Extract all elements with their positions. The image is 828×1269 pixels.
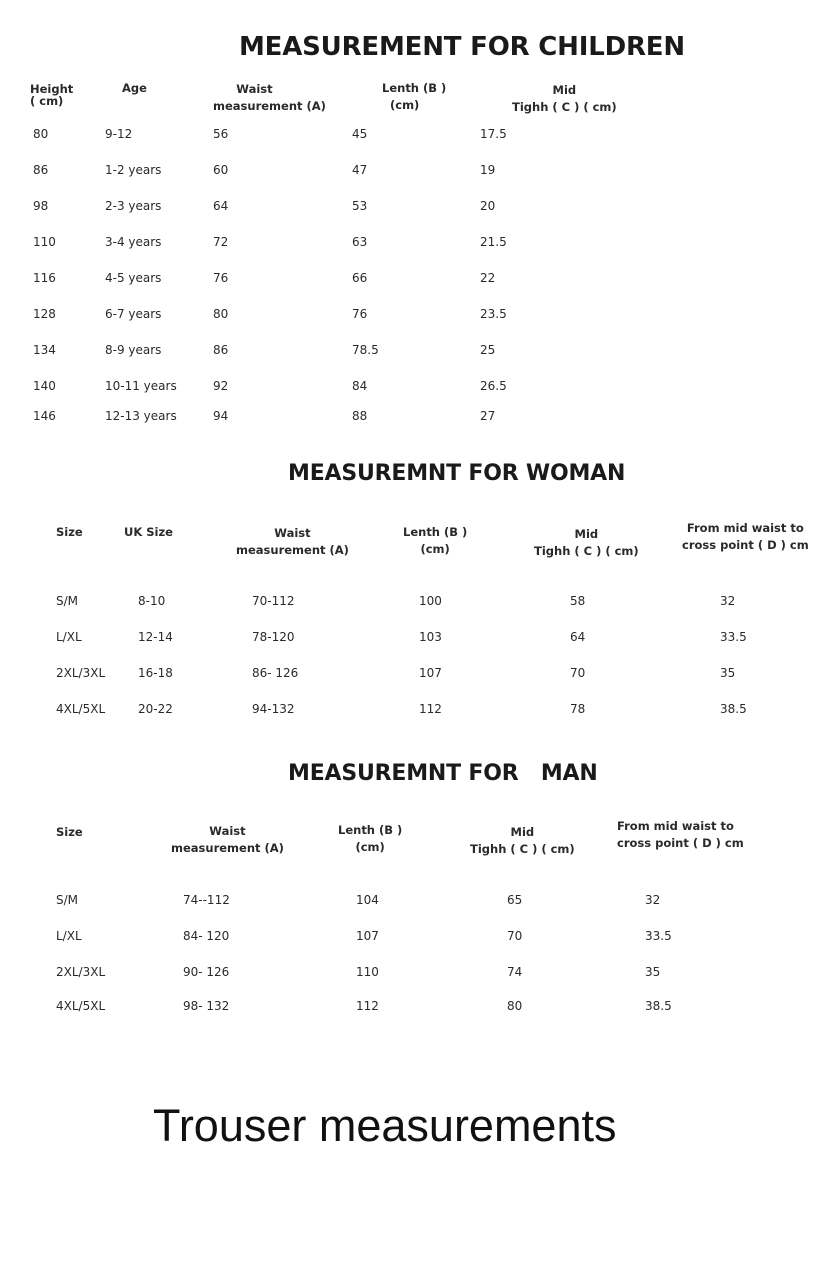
children-cell: 56 bbox=[213, 127, 229, 141]
woman-cell: 70 bbox=[570, 666, 586, 680]
header-line: (cm) bbox=[355, 840, 385, 854]
children-cell: 2-3 years bbox=[105, 199, 162, 213]
woman-cell: 78 bbox=[570, 702, 586, 716]
header-line: cross point ( D ) cm bbox=[682, 538, 809, 552]
children-cell: 116 bbox=[33, 271, 56, 285]
header-line: measurement (A) bbox=[236, 543, 349, 557]
children-cell: 80 bbox=[213, 307, 229, 321]
woman-header-uk bbox=[124, 524, 173, 541]
woman-cell: 100 bbox=[419, 594, 442, 608]
man-cell: 38.5 bbox=[645, 999, 672, 1013]
woman-cell: 38.5 bbox=[720, 702, 747, 716]
woman-header-waist bbox=[236, 525, 349, 559]
man-cell: 107 bbox=[356, 929, 379, 943]
man-cell: L/XL bbox=[56, 929, 82, 943]
woman-cell: 58 bbox=[570, 594, 586, 608]
header-line: (cm) bbox=[420, 542, 450, 556]
man-cell: 104 bbox=[356, 893, 379, 907]
children-cell: 19 bbox=[480, 163, 496, 177]
man-cell: S/M bbox=[56, 893, 79, 907]
header-line: Lenth (B ) bbox=[403, 525, 468, 539]
header-line: Age bbox=[122, 81, 147, 95]
header-line: Tighh ( C ) ( cm) bbox=[512, 100, 617, 114]
children-cell: 76 bbox=[213, 271, 229, 285]
woman-cell: 12-14 bbox=[138, 630, 173, 644]
header-line: Lenth (B ) bbox=[382, 81, 447, 95]
header-line: Waist bbox=[274, 526, 311, 540]
children-cell: 72 bbox=[213, 235, 229, 249]
children-cell: 9-12 bbox=[105, 127, 133, 141]
woman-cell: 20-22 bbox=[138, 702, 173, 716]
header-line: Lenth (B ) bbox=[338, 823, 403, 837]
children-header-waist bbox=[213, 81, 326, 115]
man-cell: 32 bbox=[645, 893, 661, 907]
header-line: cross point ( D ) cm bbox=[617, 836, 744, 850]
children-header-height bbox=[30, 81, 73, 110]
children-cell: 12-13 years bbox=[105, 409, 177, 423]
woman-cell: 16-18 bbox=[138, 666, 173, 680]
children-cell: 20 bbox=[480, 199, 496, 213]
woman-cell: 2XL/3XL bbox=[56, 666, 106, 680]
children-cell: 128 bbox=[33, 307, 56, 321]
children-cell: 134 bbox=[33, 343, 56, 357]
woman-cell: 107 bbox=[419, 666, 442, 680]
man-header-waist bbox=[171, 823, 284, 857]
caption: Trouser measurements bbox=[153, 1100, 617, 1151]
woman-title: MEASUREMNT FOR WOMAN bbox=[288, 461, 626, 486]
man-cell: 33.5 bbox=[645, 929, 672, 943]
children-cell: 21.5 bbox=[480, 235, 507, 249]
children-cell: 25 bbox=[480, 343, 496, 357]
header-line: measurement (A) bbox=[171, 841, 284, 855]
header-line: Tighh ( C ) ( cm) bbox=[470, 842, 575, 856]
man-header-size bbox=[56, 824, 83, 841]
woman-cell: 112 bbox=[419, 702, 442, 716]
children-cell: 140 bbox=[33, 379, 56, 393]
children-header-length bbox=[382, 80, 446, 114]
woman-cell: 86- 126 bbox=[252, 666, 299, 680]
woman-cell: S/M bbox=[56, 594, 79, 608]
children-cell: 27 bbox=[480, 409, 496, 423]
children-cell: 26.5 bbox=[480, 379, 507, 393]
children-cell: 10-11 years bbox=[105, 379, 177, 393]
children-cell: 88 bbox=[352, 409, 368, 423]
man-cell: 84- 120 bbox=[183, 929, 230, 943]
children-cell: 92 bbox=[213, 379, 229, 393]
man-cell: 70 bbox=[507, 929, 523, 943]
woman-cell: 70-112 bbox=[252, 594, 295, 608]
man-cell: 98- 132 bbox=[183, 999, 230, 1013]
man-header-length bbox=[338, 822, 402, 856]
header-line: Size bbox=[56, 525, 83, 539]
children-cell: 53 bbox=[352, 199, 368, 213]
woman-header-size bbox=[56, 524, 83, 541]
children-cell: 3-4 years bbox=[105, 235, 162, 249]
children-cell: 80 bbox=[33, 127, 49, 141]
children-cell: 23.5 bbox=[480, 307, 507, 321]
woman-cell: 64 bbox=[570, 630, 586, 644]
man-cell: 2XL/3XL bbox=[56, 965, 106, 979]
man-header-cross bbox=[617, 818, 744, 852]
woman-cell: 4XL/5XL bbox=[56, 702, 106, 716]
woman-cell: 78-120 bbox=[252, 630, 295, 644]
children-cell: 110 bbox=[33, 235, 56, 249]
man-cell: 74 bbox=[507, 965, 523, 979]
man-cell: 4XL/5XL bbox=[56, 999, 106, 1013]
children-cell: 78.5 bbox=[352, 343, 379, 357]
children-cell: 4-5 years bbox=[105, 271, 162, 285]
woman-cell: 103 bbox=[419, 630, 442, 644]
children-cell: 6-7 years bbox=[105, 307, 162, 321]
children-cell: 66 bbox=[352, 271, 368, 285]
header-line: Mid bbox=[510, 825, 535, 839]
children-cell: 8-9 years bbox=[105, 343, 162, 357]
man-header-thigh bbox=[470, 824, 575, 858]
header-line: (cm) bbox=[390, 98, 420, 112]
woman-cell: 33.5 bbox=[720, 630, 747, 644]
children-cell: 60 bbox=[213, 163, 229, 177]
children-cell: 94 bbox=[213, 409, 229, 423]
children-title: MEASUREMENT FOR CHILDREN bbox=[239, 32, 685, 62]
header-line: Mid bbox=[552, 83, 577, 97]
woman-header-thigh bbox=[534, 526, 639, 560]
header-line: measurement (A) bbox=[213, 99, 326, 113]
children-header-thigh bbox=[512, 82, 617, 116]
children-cell: 76 bbox=[352, 307, 368, 321]
woman-cell: 8-10 bbox=[138, 594, 166, 608]
children-cell: 86 bbox=[213, 343, 229, 357]
children-cell: 47 bbox=[352, 163, 368, 177]
woman-header-length bbox=[403, 524, 467, 558]
children-cell: 1-2 years bbox=[105, 163, 162, 177]
children-cell: 86 bbox=[33, 163, 49, 177]
children-cell: 45 bbox=[352, 127, 368, 141]
header-line: From mid waist to bbox=[686, 521, 804, 535]
children-header-age bbox=[122, 80, 147, 97]
children-cell: 17.5 bbox=[480, 127, 507, 141]
children-cell: 84 bbox=[352, 379, 368, 393]
woman-header-cross bbox=[682, 520, 809, 554]
header-line: UK Size bbox=[124, 525, 173, 539]
header-line: Mid bbox=[574, 527, 599, 541]
header-line: Height bbox=[30, 82, 74, 96]
man-cell: 110 bbox=[356, 965, 379, 979]
children-cell: 64 bbox=[213, 199, 229, 213]
header-line: Waist bbox=[209, 824, 246, 838]
man-cell: 80 bbox=[507, 999, 523, 1013]
man-cell: 65 bbox=[507, 893, 523, 907]
woman-cell: 32 bbox=[720, 594, 736, 608]
man-cell: 74--112 bbox=[183, 893, 230, 907]
header-line: Waist bbox=[236, 82, 273, 96]
woman-cell: 35 bbox=[720, 666, 736, 680]
children-cell: 63 bbox=[352, 235, 368, 249]
woman-cell: L/XL bbox=[56, 630, 82, 644]
man-title: MEASUREMNT FOR MAN bbox=[288, 761, 598, 786]
children-cell: 98 bbox=[33, 199, 49, 213]
children-cell: 22 bbox=[480, 271, 496, 285]
header-line: From mid waist to bbox=[617, 819, 734, 833]
children-cell: 146 bbox=[33, 409, 56, 423]
woman-cell: 94-132 bbox=[252, 702, 295, 716]
header-line: ( cm) bbox=[30, 94, 64, 108]
man-cell: 35 bbox=[645, 965, 661, 979]
man-cell: 90- 126 bbox=[183, 965, 230, 979]
man-cell: 112 bbox=[356, 999, 379, 1013]
header-line: Size bbox=[56, 825, 83, 839]
header-line: Tighh ( C ) ( cm) bbox=[534, 544, 639, 558]
